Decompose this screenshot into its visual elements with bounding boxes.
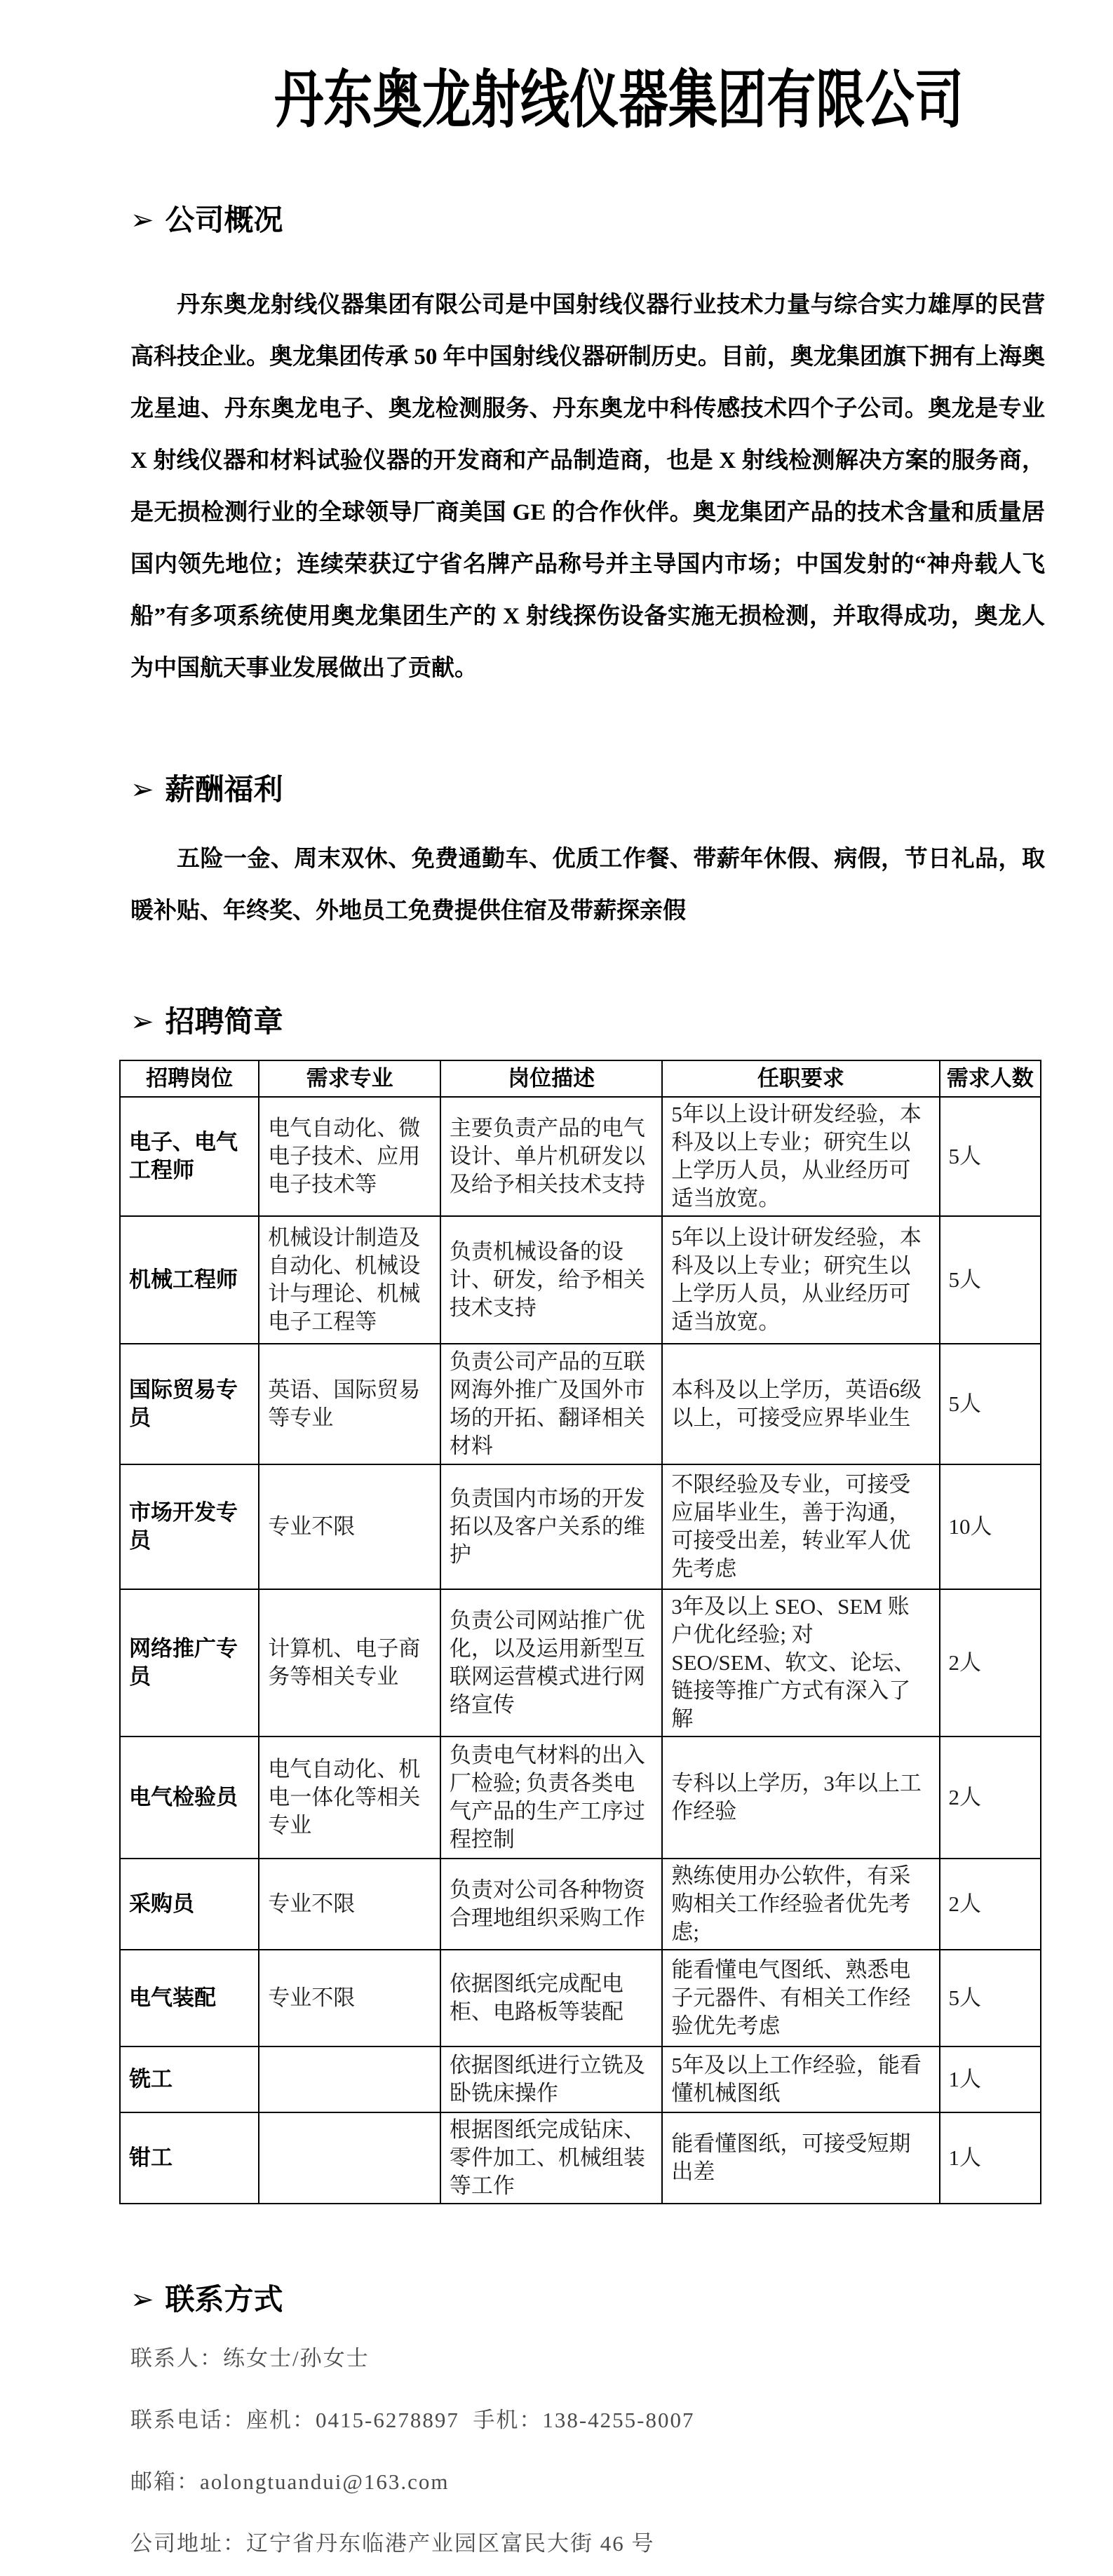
cell-major: 计算机、电子商务等相关专业 [259, 1589, 440, 1737]
table-row [120, 1737, 1041, 1859]
cell-description: 负责国内市场的开发拓以及客户关系的维护 [440, 1464, 662, 1589]
cell-major: 专业不限 [259, 1950, 440, 2046]
cell-headcount: 2人 [940, 1589, 1041, 1737]
cell-major: 电气自动化、机电一体化等相关专业 [259, 1737, 440, 1859]
col-header-position: 招聘岗位 [120, 1060, 259, 1097]
section-heading-recruitment [130, 1004, 1045, 1040]
contact-block [130, 2345, 1045, 2558]
cell-requirements: 5年以上设计研发经验，本科及以上专业；研究生以上学历人员，从业经历可适当放宽。 [662, 1216, 939, 1344]
cell-position: 电气装配 [120, 1950, 259, 2046]
table-row [120, 1097, 1041, 1216]
cell-position: 电子、电气工程师 [120, 1097, 259, 1216]
table-row [120, 2112, 1041, 2204]
cell-major: 英语、国际贸易等专业 [259, 1344, 440, 1464]
contact-email: 邮箱：aolongtuandui@163.com [130, 2469, 450, 2494]
cell-requirements: 专科以上学历，3年以上工作经验 [662, 1737, 939, 1859]
cell-major: 专业不限 [259, 1859, 440, 1950]
cell-major: 专业不限 [259, 1464, 440, 1589]
contact-phone: 联系电话：座机：0415-6278897 手机：138-4255-8007 [130, 2408, 695, 2432]
contact-person: 联系人：练女士/孙女士 [130, 2346, 370, 2371]
cell-headcount: 5人 [940, 1344, 1041, 1464]
cell-description: 依据图纸进行立铣及卧铣床操作 [440, 2046, 662, 2112]
cell-headcount: 2人 [940, 1859, 1041, 1950]
cell-position: 网络推广专员 [120, 1589, 259, 1737]
table-header-row [120, 1060, 1041, 1097]
cell-major: 机械设计制造及自动化、机械设计与理论、机械电子工程等 [259, 1216, 440, 1344]
arrow-bullet-icon: ➢ [130, 774, 154, 806]
cell-description: 负责公司产品的互联网海外推广及国外市场的开拓、翻译相关材料 [440, 1344, 662, 1464]
cell-position: 采购员 [120, 1859, 259, 1950]
cell-requirements: 5年以上设计研发经验，本科及以上专业；研究生以上学历人员，从业经历可适当放宽。 [662, 1097, 939, 1216]
table-row [120, 1216, 1041, 1344]
table-row [120, 1344, 1041, 1464]
cell-major: 电气自动化、微电子技术、应用电子技术等 [259, 1097, 440, 1216]
cell-headcount: 5人 [940, 1216, 1041, 1344]
cell-description: 依据图纸完成配电柜、电路板等装配 [440, 1950, 662, 2046]
jobs-table-body [120, 1097, 1041, 2204]
cell-position: 铣工 [120, 2046, 259, 2112]
cell-headcount: 10人 [940, 1464, 1041, 1589]
col-header-headcount: 需求人数 [940, 1060, 1041, 1097]
table-row [120, 1950, 1041, 2046]
contact-address: 公司地址：辽宁省丹东临港产业园区富民大街 46 号 [130, 2531, 655, 2556]
cell-position: 机械工程师 [120, 1216, 259, 1344]
table-row [120, 1859, 1041, 1950]
cell-requirements: 能看懂图纸，可接受短期出差 [662, 2112, 939, 2204]
cell-position: 国际贸易专员 [120, 1344, 259, 1464]
section-heading-benefits [130, 771, 1045, 808]
cell-requirements: 3年及以上 SEO、SEM 账户优化经验; 对 SEO/SEM、软文、论坛、链接等推广方式有深入了解 [662, 1589, 939, 1737]
cell-requirements: 能看懂电气图纸、熟悉电子元器件、有相关工作经验优先考虑 [662, 1950, 939, 2046]
section-heading-contact [130, 2281, 1045, 2318]
section-title-benefits: 薪酬福利 [165, 773, 283, 806]
cell-requirements: 不限经验及专业，可接受应届毕业生，善于沟通，可接受出差，转业军人优先考虑 [662, 1464, 939, 1589]
cell-headcount: 5人 [940, 1097, 1041, 1216]
table-row [120, 1589, 1041, 1737]
cell-requirements: 本科及以上学历，英语6级以上，可接受应界毕业生 [662, 1344, 939, 1464]
cell-position: 电气检验员 [120, 1737, 259, 1859]
cell-headcount: 2人 [940, 1737, 1041, 1859]
overview-paragraph: 丹东奥龙射线仪器集团有限公司是中国射线仪器行业技术力量与综合实力雄厚的民营高科技企业。奥龙集团传承 50 年中国射线仪器研制历史。目前，奥龙集团旗下拥有上海奥龙星迪、丹东奥龙电子、奥龙检测服务、丹东奥龙中科传感技术四个子公司。奥龙是专业 X 射线仪器和材料试验仪器的开发商和产品制造商，也是 X 射线检测解决方案的服务商，是无损检测行业的全球领导厂商美国 GE 的合作伙伴。奥龙集团产品的技术含量和质量居国内领先地位；连续荣获辽宁省名牌产品称号并主导国内市场；中国发射的“神舟载人飞船”有多项系统使用奥龙集团生产的 X 射线探伤设备实施无损检测，并取得成功，奥龙人为中国航天事业发展做出了贡献。 [130, 292, 1045, 681]
benefits-paragraph: 五险一金、周末双休、免费通勤车、优质工作餐、带薪年休假、病假，节日礼品，取暖补贴、年终奖、外地员工免费提供住宿及带薪探亲假 [130, 847, 1045, 924]
cell-headcount: 1人 [940, 2112, 1041, 2204]
table-row [120, 2046, 1041, 2112]
cell-requirements: 5年及以上工作经验，能看懂机械图纸 [662, 2046, 939, 2112]
col-header-description: 岗位描述 [440, 1060, 662, 1097]
table-row [120, 1464, 1041, 1589]
cell-requirements: 熟练使用办公软件，有采购相关工作经验者优先考虑; [662, 1859, 939, 1950]
section-title-recruitment: 招聘简章 [165, 1005, 283, 1038]
cell-headcount: 1人 [940, 2046, 1041, 2112]
arrow-bullet-icon: ➢ [130, 2284, 154, 2316]
cell-position: 市场开发专员 [120, 1464, 259, 1589]
col-header-requirements: 任职要求 [662, 1060, 939, 1097]
cell-major [259, 2112, 440, 2204]
cell-description: 负责机械设备的设计、研发，给予相关技术支持 [440, 1216, 662, 1344]
jobs-table [119, 1060, 1041, 2204]
cell-description: 负责电气材料的出入厂检验; 负责各类电气产品的生产工序过程控制 [440, 1737, 662, 1859]
arrow-bullet-icon: ➢ [130, 204, 154, 236]
cell-position: 钳工 [120, 2112, 259, 2204]
section-title-overview: 公司概况 [165, 203, 283, 236]
cell-description: 负责对公司各种物资合理地组织采购工作 [440, 1859, 662, 1950]
cell-description: 负责公司网站推广优化，以及运用新型互联网运营模式进行网络宣传 [440, 1589, 662, 1737]
col-header-major: 需求专业 [259, 1060, 440, 1097]
cell-description: 根据图纸完成钻床、零件加工、机械组装等工作 [440, 2112, 662, 2204]
page-title: 丹东奥龙射线仪器集团有限公司 [274, 65, 964, 135]
cell-description: 主要负责产品的电气设计、单片机研发以及给予相关技术支持 [440, 1097, 662, 1216]
section-title-contact: 联系方式 [165, 2283, 283, 2316]
cell-major [259, 2046, 440, 2112]
arrow-bullet-icon: ➢ [130, 1006, 154, 1038]
section-heading-overview [130, 202, 1045, 238]
cell-headcount: 5人 [940, 1950, 1041, 2046]
